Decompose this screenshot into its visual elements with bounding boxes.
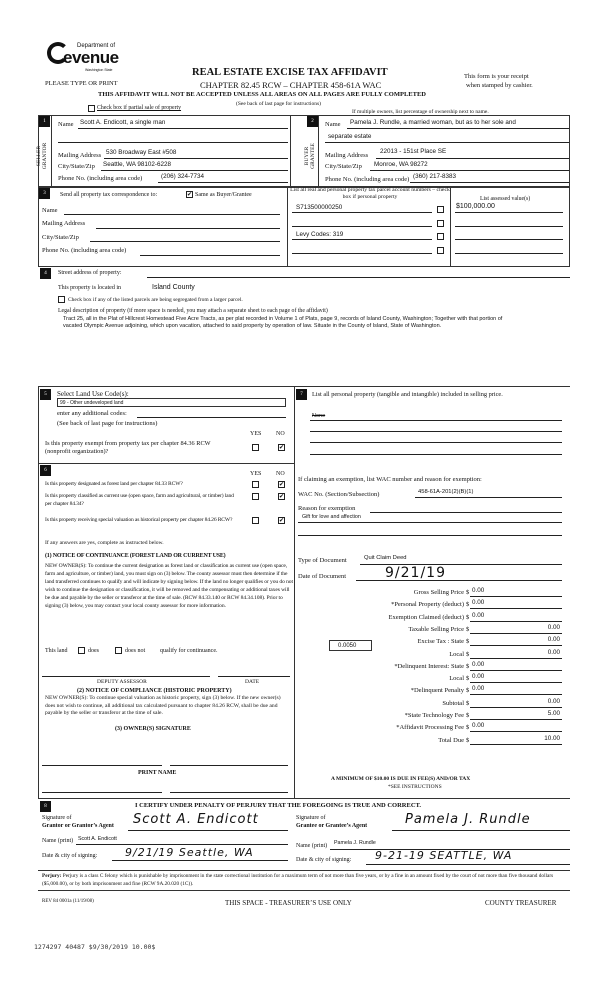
dollar-sign: $: [466, 724, 470, 732]
seller-phone-field[interactable]: (206) 324-7734: [161, 173, 205, 180]
field-line: [470, 670, 562, 671]
field-line: [455, 226, 563, 227]
fee-value[interactable]: 0.00: [472, 599, 485, 607]
logo-name: evenue: [63, 48, 119, 67]
current-use-question: Is this property classified as current use (open space, farm and agricultural, or timber) land per chapter 84.34?: [45, 493, 234, 508]
qualify-label: qualify for continuance.: [160, 648, 218, 654]
fee-label: *State Technology Fee: [404, 712, 464, 719]
personal-property-checkbox[interactable]: [437, 247, 444, 254]
field-line: [78, 128, 288, 129]
seller-city-label: City/State/Zip: [58, 163, 95, 170]
field-line: [470, 719, 562, 720]
field-line: [470, 608, 562, 609]
corr-name-label: Name: [42, 207, 58, 214]
values-header: List assessed value(s): [480, 196, 531, 202]
land-use-select[interactable]: [57, 398, 286, 407]
certify-statement: I CERTIFY UNDER PENALTY OF PERJURY THAT THE FOREGOING IS TRUE AND CORRECT.: [135, 802, 422, 809]
this-land-label: This land: [45, 648, 68, 654]
field-line: [470, 707, 562, 708]
receipt-note-1: This form is your receipt: [464, 73, 529, 80]
field-line: [347, 128, 569, 129]
yes-header: YES: [250, 431, 262, 437]
fee-value[interactable]: 0.00: [472, 611, 485, 619]
legal-description-field[interactable]: Tract 25, all in the Plat of Hillcrest Homestead Five Acre Tracts, as per plat recorded in Volume 1 of Plats, page 9, records of Island County, Washington; Together with that portion of vacated Olympic Avenue adjoining, which upon vacation, attached to said property by operation of law. Situate in the County of Island, State of Washington.: [63, 316, 503, 329]
notice-continuance-text: NEW OWNER(S): To continue the current designation as forest land or classification as current use (open space, farm and agriculture, or timber) land, you must sign on (3) below. The county assessor must then determine if the land transferred continues to qualify and will indicate by signing below. If the land no longer qualifies or you do not wish to continue the designation or classification, it will be removed and the compensating or additional taxes will be due and payable by the seller or transferor at the time of sale. (RCW 84.33.140 or RCW 84.34.108). Prior to signing (3) below, you may contact your local county assessor for more information.: [45, 563, 293, 610]
field-line: [455, 212, 563, 213]
legal-description-label: Legal description of property (if more space is needed, you may attach a separate sheet to each page of the affidavit): [58, 308, 328, 314]
dollar-sign: $: [466, 687, 470, 695]
form-warning: THIS AFFIDAVIT WILL NOT BE ACCEPTED UNLESS ALL AREAS ON ALL PAGES ARE FULLY COMPLETED: [98, 91, 426, 98]
field-line: [470, 645, 562, 646]
owner-signature-label: (3) OWNER(S) SIGNATURE: [115, 726, 191, 732]
current-use-no-checkbox[interactable]: ✔: [279, 493, 285, 500]
owner-signature-field[interactable]: [42, 765, 162, 766]
parcel-number-field[interactable]: Levy Codes: 319: [296, 231, 344, 238]
personal-property-checkbox[interactable]: [437, 233, 444, 240]
dollar-sign: $: [466, 638, 470, 646]
print-name-label: PRINT NAME: [138, 770, 177, 776]
reason-label: Reason for exemption: [298, 505, 356, 512]
receipt-note-2: when stamped by cashier.: [466, 82, 533, 89]
buyer-phone-label: Phone No. (including area code): [325, 176, 410, 183]
field-line: [104, 158, 288, 159]
docdate-field[interactable]: 9/21/19: [385, 565, 446, 581]
field-line: [292, 253, 432, 254]
seller-name-label: Name: [58, 121, 74, 128]
divider: [38, 890, 570, 891]
grantor-date-label: Date & city of signing:: [42, 853, 98, 859]
buyer-city-label: City/State/Zip: [325, 163, 362, 170]
fee-label: *Delinquent Interest: State: [394, 662, 464, 670]
see-instructions-note: *SEE INSTRUCTIONS: [388, 784, 442, 790]
dollar-sign: $: [466, 601, 470, 609]
divider: [38, 386, 39, 798]
fee-value[interactable]: 0.00: [472, 587, 485, 594]
does-label: does: [88, 648, 99, 654]
buyer-name-label: Name: [325, 121, 341, 128]
wac-field[interactable]: 458-61A-201(2)(B)(1): [418, 489, 474, 495]
perjury-notice: [42, 873, 570, 888]
seller-city-field[interactable]: Seattle, WA 98102-6228: [103, 161, 172, 168]
dollar-sign: $: [466, 712, 470, 719]
seller-address-field[interactable]: 530 Broadway East #508: [106, 149, 177, 156]
exempt-no-checkbox[interactable]: ✔: [279, 444, 285, 451]
exemption-label: If claiming an exemption, list WAC number and reason for exemption:: [298, 476, 482, 483]
section-2-badge: 2: [307, 116, 318, 127]
deputy-assessor-label: DEPUTY ASSESSOR: [97, 679, 147, 685]
fee-value[interactable]: 0.00: [472, 722, 485, 730]
notice-compliance-title: (2) NOTICE OF COMPLIANCE (HISTORIC PROPERTY): [77, 688, 232, 694]
divider: [51, 115, 52, 187]
field-line: [310, 454, 562, 455]
minimum-due-note: A MINIMUM OF $10.00 IS DUE IN FEE(S) AND/OR TAX: [331, 776, 471, 782]
dollar-sign: $: [466, 675, 470, 683]
fee-value[interactable]: 10.00: [544, 734, 560, 742]
docdate-label: Date of Document: [298, 573, 347, 580]
land-use-label: Select Land Use Code(s):: [57, 390, 129, 398]
fee-value[interactable]: 0.00: [547, 648, 560, 656]
additional-codes-label: enter any additional codes:: [57, 410, 127, 417]
field-line: [310, 431, 562, 432]
field-line: [158, 182, 288, 183]
fee-label: Excise Tax : State: [417, 638, 464, 646]
does-not-label: does not: [125, 648, 146, 654]
exempt-yes-checkbox[interactable]: [252, 444, 259, 451]
grantor-name-label: Name (print): [42, 838, 74, 844]
corr-phone-field[interactable]: [140, 255, 280, 256]
fee-label: Local: [449, 650, 464, 658]
corr-name-field[interactable]: [64, 214, 280, 215]
personal-property-field[interactable]: None: [312, 413, 326, 419]
field-line: [128, 830, 288, 831]
historic-question: Is this property receiving special valuation as historical property per chapter 84.26 RCW?: [45, 517, 233, 523]
buyer-city-field[interactable]: Monroe, WA 98272: [374, 161, 428, 168]
divider: [287, 187, 288, 267]
corr-phone-label: Phone No. (including area code): [42, 247, 127, 254]
street-address-label: Street address of property:: [58, 270, 122, 276]
section-7-badge: 7: [296, 389, 307, 400]
forest-yes-checkbox[interactable]: [252, 481, 259, 488]
grantor-signature[interactable]: Scott A. Endicott: [133, 812, 259, 827]
section-6-badge: 6: [40, 465, 51, 476]
fee-value[interactable]: 5.00: [547, 710, 560, 717]
grantor-agent-label: Grantor or Grantor’s Agent: [42, 823, 114, 829]
perjury-label: Perjury:: [42, 873, 62, 879]
field-line: [310, 442, 562, 443]
field-line: [470, 694, 562, 695]
yes-header: YES: [250, 471, 262, 477]
fee-value[interactable]: 0.00: [547, 697, 560, 705]
corr-address-label: Mailing Address: [42, 220, 86, 227]
forest-question: Is this property designated as forest land per chapter 84.33 RCW?: [45, 481, 183, 487]
located-in-label: This property is located in: [58, 285, 121, 291]
form-revision: REV 84 0001a (11/19/08): [42, 899, 94, 904]
corr-address-field[interactable]: [96, 228, 280, 229]
seller-phone-label: Phone No. (including area code): [58, 175, 143, 182]
form-chapter: CHAPTER 82.45 RCW – CHAPTER 458-61A WAC: [200, 80, 382, 90]
partial-sale-checkbox[interactable]: [88, 105, 95, 112]
multiple-owners-note: If multiple owners, list percentage of ownership next to name.: [352, 109, 489, 115]
additional-codes-field[interactable]: [137, 417, 286, 418]
county-treasurer-label: COUNTY TREASURER: [485, 899, 557, 907]
fee-label: Taxable Selling Price: [408, 625, 464, 633]
dor-logo: [45, 40, 130, 76]
buyer-side-label: BUYER GRANTEE: [304, 143, 316, 169]
assessor-date-field[interactable]: [218, 676, 290, 677]
seller-name-field[interactable]: Scott A. Endicott, a single man: [80, 119, 166, 126]
street-address-field[interactable]: [147, 277, 570, 278]
field-line: [292, 226, 432, 227]
field-line: [410, 182, 569, 183]
form-title: REAL ESTATE EXCISE TAX AFFIDAVIT: [192, 67, 388, 78]
see-back-note-5: (See back of last page for instructions): [57, 420, 158, 427]
current-use-yes-checkbox[interactable]: [252, 493, 259, 500]
field-line: [455, 253, 563, 254]
divider: [450, 187, 451, 267]
fee-value[interactable]: 0.00: [472, 673, 485, 681]
dollar-sign: $: [466, 736, 470, 744]
fee-value[interactable]: 0.00: [547, 623, 560, 631]
notice-compliance-text: NEW OWNER(S): To continue special valuation as historic property, sign (3) below. If the new owner(s) does not wish to continue, all additional tax calculated pursuant to chapter 84.26 RCW, shall be due and payable by the seller or transferor at the time of sale.: [45, 695, 281, 716]
buyer-address-label: Mailing Address: [325, 152, 369, 159]
exempt-question: Is this property exempt from property tax per chapter 84.36 RCW (nonprofit organization)?: [45, 440, 211, 455]
perjury-text: Perjury is a class C felony which is punishable by imprisonment in the state correctional institution for a maximum term of not more than five years, or by a fine in an amount fixed by the court of not more than five thousand dollars ($5,000.00), or by both imprisonment and fine (RCW 9A.20.020 (1C)).: [42, 873, 554, 887]
grantee-signature[interactable]: Pamela J. Rundle: [405, 812, 531, 827]
dollar-sign: $: [466, 589, 470, 596]
field-line: [470, 658, 562, 659]
section-8-badge: 8: [40, 801, 51, 812]
county-field[interactable]: Island County: [152, 284, 195, 291]
personal-property-checkbox[interactable]: [437, 206, 444, 213]
type-or-print: PLEASE TYPE OR PRINT: [45, 80, 118, 87]
field-line: [470, 731, 562, 732]
section-4-badge: 4: [40, 268, 51, 279]
fee-label: Gross Selling Price: [413, 589, 464, 596]
field-line: [101, 170, 288, 171]
fee-label: *Delinquent Penalty: [410, 687, 464, 695]
does-not-checkbox[interactable]: [115, 647, 122, 654]
buyer-address-field[interactable]: 22013 - 151st Place SE: [380, 148, 447, 155]
field-line: [298, 535, 562, 536]
grantee-agent-label: Grantee or Grantee’s Agent: [296, 823, 368, 829]
no-header: NO: [276, 471, 285, 477]
no-header: NO: [276, 431, 285, 437]
print-name-field[interactable]: [42, 792, 162, 793]
field-line: [76, 844, 288, 845]
grantee-sig-label: Signature of: [296, 815, 326, 821]
fee-label: *Personal Property (deduct): [391, 601, 464, 609]
if-yes-note: If any answers are yes, complete as instructed below.: [45, 540, 164, 546]
field-line: [58, 142, 288, 143]
field-line: [298, 522, 562, 523]
buyer-name-field-2[interactable]: separate estate: [328, 133, 372, 140]
field-line: [370, 170, 569, 171]
dollar-sign: $: [466, 613, 470, 621]
notice-continuance-title: (1) NOTICE OF CONTINUANCE (FOREST LAND OR CURRENT USE): [45, 553, 226, 559]
grantee-date-label: Date & city of signing:: [296, 857, 352, 863]
dollar-sign: $: [466, 699, 470, 707]
field-line: [356, 580, 562, 581]
fee-label: Exemption Claimed (deduct): [388, 613, 464, 621]
doctype-field[interactable]: Quit Claim Deed: [364, 555, 407, 561]
reason-field[interactable]: Gift for love and affection: [302, 514, 361, 520]
seller-side-label: SELLER GRANTOR: [36, 142, 48, 170]
divider: [38, 798, 570, 799]
fee-label: Total Due: [438, 736, 464, 744]
local-rate-box: [329, 640, 372, 651]
fee-value[interactable]: 0.00: [472, 660, 485, 668]
assessed-value-field[interactable]: $100,000.00: [456, 203, 495, 210]
divider: [290, 115, 291, 187]
treasurer-use-label: THIS SPACE - TREASURER’S USE ONLY: [225, 899, 352, 907]
field-line: [325, 142, 569, 143]
divider: [38, 386, 570, 387]
treasurer-stamp: 1274297 40487 $9/30/2019 10.00$: [34, 943, 156, 951]
land-use-value: 99 - Other undeveloped land: [60, 400, 124, 406]
field-line: [292, 212, 432, 213]
grantor-date-field[interactable]: 9/21/19 Seattle, WA: [125, 846, 254, 859]
send-correspondence-label: Send all property tax correspondence to:: [60, 192, 158, 198]
field-line: [112, 860, 288, 861]
grantee-name-field[interactable]: Pamela J. Rundle: [334, 840, 376, 846]
divider: [38, 463, 294, 464]
owner-signature-field-2[interactable]: [170, 765, 288, 766]
grantor-sig-label: Signature of: [42, 815, 72, 821]
wac-label: WAC No. (Section/Subsection): [298, 491, 380, 498]
grantee-date-field[interactable]: 9-21-19 SEATTLE, WA: [375, 849, 513, 862]
buyer-phone-field[interactable]: (360) 217-8383: [413, 173, 457, 180]
personal-property-label: List all personal property (tangible and intangible) included in selling price.: [312, 391, 503, 398]
buyer-name-field[interactable]: Pamela J. Rundle, a married woman, but as to her sole and: [350, 119, 516, 126]
deputy-assessor-field[interactable]: [42, 676, 210, 677]
field-line: [292, 239, 432, 240]
partial-sale-label: Check box if partial sale of property: [97, 105, 182, 111]
field-line: [370, 512, 562, 513]
field-line: [470, 621, 562, 622]
dollar-sign: $: [466, 662, 470, 670]
fee-label: Subtotal: [442, 699, 464, 707]
field-line: [310, 420, 562, 421]
field-line: [455, 239, 563, 240]
corr-city-label: City/State/Zip: [42, 234, 79, 241]
print-name-field-2[interactable]: [170, 792, 288, 793]
field-line: [392, 830, 570, 831]
divider: [318, 115, 319, 187]
personal-property-checkbox[interactable]: [437, 220, 444, 227]
fee-label: Local: [449, 675, 464, 683]
section-1-badge: 1: [39, 116, 50, 127]
section-3-badge: 3: [39, 188, 50, 199]
divider: [38, 870, 570, 871]
fee-value[interactable]: 0.00: [472, 685, 485, 693]
parcels-header: List all real and personal property tax parcel account numbers – check box if personal property: [290, 187, 450, 200]
grantee-name-label: Name (print): [296, 843, 328, 849]
logo-state: Washington State: [85, 68, 113, 72]
field-line: [470, 633, 562, 634]
fee-value[interactable]: 0.00: [547, 636, 560, 644]
section-5-badge: 5: [40, 389, 51, 400]
dollar-sign: $: [466, 625, 470, 633]
field-line: [470, 682, 562, 683]
logo-dept: Department of: [77, 43, 116, 49]
historic-yes-checkbox[interactable]: [252, 517, 259, 524]
field-line: [470, 744, 562, 745]
divider: [294, 386, 295, 798]
fee-label: *Affidavit Processing Fee: [396, 724, 464, 732]
same-as-buyer-label: Same as Buyer/Grantee: [195, 192, 252, 198]
local-rate: 0.0050: [338, 643, 357, 649]
see-back-note: (See back of last page for instructions): [236, 101, 321, 107]
segregated-checkbox[interactable]: [58, 296, 65, 303]
field-line: [376, 158, 569, 159]
corr-city-field[interactable]: [90, 241, 280, 242]
date-label: DATE: [245, 679, 260, 685]
seller-address-label: Mailing Address: [58, 152, 102, 159]
grantor-name-field[interactable]: Scott A. Endicott: [78, 836, 117, 842]
doctype-label: Type of Document: [298, 557, 347, 564]
field-line: [366, 864, 570, 865]
field-line: [415, 497, 562, 498]
segregated-label: Check box if any of the listed parcels are being segregated from a larger parcel.: [68, 297, 243, 303]
forest-no-checkbox[interactable]: ✔: [279, 481, 285, 488]
field-line: [470, 596, 562, 597]
does-checkbox[interactable]: [78, 647, 85, 654]
dollar-sign: $: [466, 650, 470, 658]
same-as-buyer-checkbox[interactable]: ✔: [187, 191, 193, 198]
parcel-number-field[interactable]: S713500000250: [296, 204, 343, 211]
historic-no-checkbox[interactable]: ✔: [279, 517, 285, 524]
